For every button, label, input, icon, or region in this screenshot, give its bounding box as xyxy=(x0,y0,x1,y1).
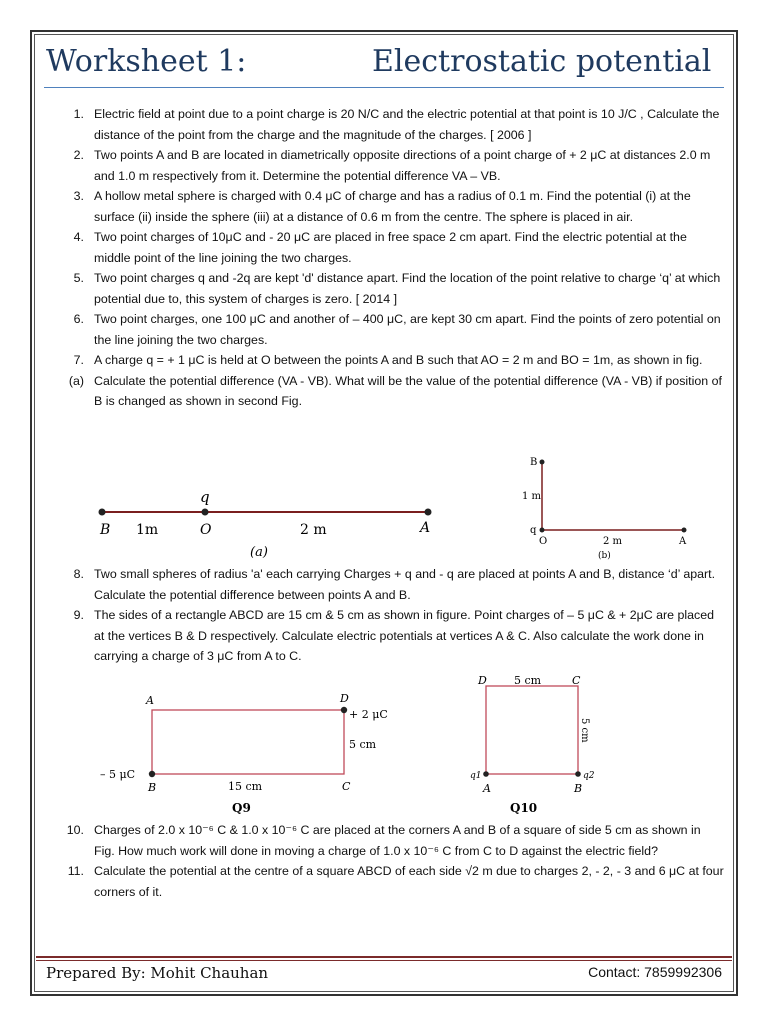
fig9-point-d xyxy=(341,707,347,713)
question-text: A hollow metal sphere is charged with 0.4 μC of charge and has a radius of 0.1 m. Find the potential (i) at the surface (ii) inside the sphere (iii) at a distance of 0.6 m from the centre. The sphere is placed in air. xyxy=(94,189,691,224)
fig9-label-a: A xyxy=(146,694,154,707)
fig7a-point-a xyxy=(425,509,432,516)
question-number: 3. xyxy=(73,189,84,203)
question-item xyxy=(58,371,724,412)
question-number: 11. xyxy=(67,864,84,878)
question-text: The sides of a rectangle ABCD are 15 cm & 5 cm as shown in figure. Point charges of – 5 μC & + 2μC are placed at the vertices B & D respectively. Calculate electric potentials at vertices A & C. Also calculate the work done in carrying a charge of 3 μC from A to C. xyxy=(94,608,715,663)
fig9-side-long: 15 cm xyxy=(228,780,263,793)
fig7b-distance-1: 1 m xyxy=(522,491,542,502)
fig10-square xyxy=(486,686,578,774)
title-divider xyxy=(44,87,724,88)
fig7a-point-o xyxy=(202,509,209,516)
fig10-charge-q1: q1 xyxy=(470,771,482,781)
fig9-label-c: C xyxy=(342,780,351,793)
question-item xyxy=(58,186,724,227)
worksheet-title: Worksheet 1: xyxy=(46,44,247,79)
fig9-rectangle xyxy=(152,710,344,774)
question-item xyxy=(58,309,724,350)
question-number: 10. xyxy=(66,823,84,837)
fig7a-distance-2: 2 m xyxy=(300,522,327,538)
question-item xyxy=(58,605,724,667)
question-text: Two points A and B are located in diametrically opposite directions of a point charge of + 2 μC at distances 2.0 m and 1.0 m respectively from it. Determine the potential difference VA – VB. xyxy=(94,148,711,183)
footer-contact: Contact: 7859992306 xyxy=(588,964,722,980)
question-text: Two point charges, one 100 μC and another of – 400 μC, are kept 30 cm apart. Find the points of zero potential on the line joining the two charges. xyxy=(94,312,721,347)
fig7a-label-a: A xyxy=(420,520,431,536)
fig9-point-b xyxy=(149,771,155,777)
question-number: 7. xyxy=(73,353,84,367)
fig7b-caption: (b) xyxy=(598,551,611,561)
question-text: Two point charges q and -2q are kept 'd' distance apart. Find the location of the point relative to charge ‘q’ at which potential due to, this system of charges is zero. [ 2014 ] xyxy=(94,271,721,306)
fig10-label-c: C xyxy=(572,674,581,687)
fig10-label-a: A xyxy=(483,782,491,795)
figure-q9-q10 xyxy=(92,672,612,820)
fig9-label-b: B xyxy=(148,781,157,794)
question-number: (a) xyxy=(68,373,84,388)
question-item xyxy=(58,820,724,861)
fig9-charge-b: – 5 μC xyxy=(100,768,136,781)
fig7b-point-o xyxy=(540,528,545,533)
fig10-label-d: D xyxy=(478,674,487,687)
question-number: 8. xyxy=(73,567,84,581)
fig7b-point-b xyxy=(540,460,545,465)
question-list-3 xyxy=(58,820,724,902)
footer-divider-thin xyxy=(36,960,732,961)
fig7a-caption: (a) xyxy=(250,545,268,560)
fig7a-label-b: B xyxy=(100,522,111,538)
question-text: Calculate the potential at the centre of a square ABCD of each side √2 m due to charges 2, - 2, - 3 and 6 μC at four corners of it. xyxy=(94,864,724,899)
fig7a-label-o: O xyxy=(200,522,212,538)
fig10-side-top: 5 cm xyxy=(514,674,542,687)
question-number: 6. xyxy=(73,312,84,326)
question-number: 5. xyxy=(73,271,84,285)
fig10-label-b: B xyxy=(574,782,583,795)
question-text: Charges of 2.0 x 10⁻⁶ C & 1.0 x 10⁻⁶ C are placed at the corners A and B of a square of side 5 cm as shown in Fig. How much work will done in moving a charge of 1.0 x 10⁻⁶ C from C to D against the electric field? xyxy=(94,823,701,858)
question-text: Two small spheres of radius 'a' each carrying Charges + q and - q are placed at points A and B, distance ‘d’ apart. Calculate the potential difference between points A and B. xyxy=(94,567,716,602)
fig9-charge-d: + 2 μC xyxy=(349,708,388,721)
question-item xyxy=(58,268,724,309)
fig7a-distance-1: 1m xyxy=(136,522,159,538)
question-text: Calculate the potential difference (VA - VB). What will be the value of the potential difference (VA - VB) if position of B is changed as shown in second Fig. xyxy=(94,373,722,408)
fig9-caption: Q9 xyxy=(232,801,251,815)
worksheet-topic: Electrostatic potential xyxy=(372,44,712,79)
question-number: 1. xyxy=(73,107,84,121)
question-item xyxy=(58,350,724,371)
fig7b-label-q: q xyxy=(530,525,537,536)
figure-q7 xyxy=(90,452,710,564)
fig7b-label-o: O xyxy=(539,536,548,547)
fig7b-point-a xyxy=(682,528,687,533)
footer-author: Prepared By: Mohit Chauhan xyxy=(46,964,269,982)
fig10-caption: Q10 xyxy=(510,801,538,815)
question-item xyxy=(58,104,724,145)
fig7b-label-b: B xyxy=(530,457,538,468)
fig7b-distance-2: 2 m xyxy=(603,536,623,547)
question-text: Two point charges of 10μC and - 20 μC are placed in free space 2 cm apart. Find the electric potential at the middle point of the line joining the two charges. xyxy=(94,230,687,265)
fig9-side-short: 5 cm xyxy=(349,738,377,751)
fig7a-label-q: q xyxy=(200,488,210,506)
fig10-side-right: 5 cm xyxy=(579,718,590,743)
question-number: 9. xyxy=(73,608,84,622)
question-number: 4. xyxy=(73,230,84,244)
fig10-charge-q2: q2 xyxy=(583,771,595,781)
fig7a-point-b xyxy=(99,509,106,516)
question-text: A charge q = + 1 μC is held at O between the points A and B such that AO = 2 m and BO = 1m, as shown in fig. xyxy=(94,353,703,367)
fig10-point-b xyxy=(575,771,581,777)
fig9-label-d: D xyxy=(340,692,349,705)
fig7b-label-a: A xyxy=(679,536,687,547)
question-number: 2. xyxy=(73,148,84,162)
footer-divider xyxy=(36,956,732,958)
question-item xyxy=(58,564,724,605)
question-list xyxy=(58,104,724,412)
question-list-2 xyxy=(58,564,724,667)
question-item xyxy=(58,145,724,186)
fig10-point-a xyxy=(483,771,489,777)
question-item xyxy=(58,227,724,268)
question-text: Electric field at point due to a point charge is 20 N/C and the electric potential at that point is 10 J/C , Calculate the distance of the point from the charge and the magnitude of the charges. [ 2006 ] xyxy=(94,107,720,142)
question-item xyxy=(58,861,724,902)
